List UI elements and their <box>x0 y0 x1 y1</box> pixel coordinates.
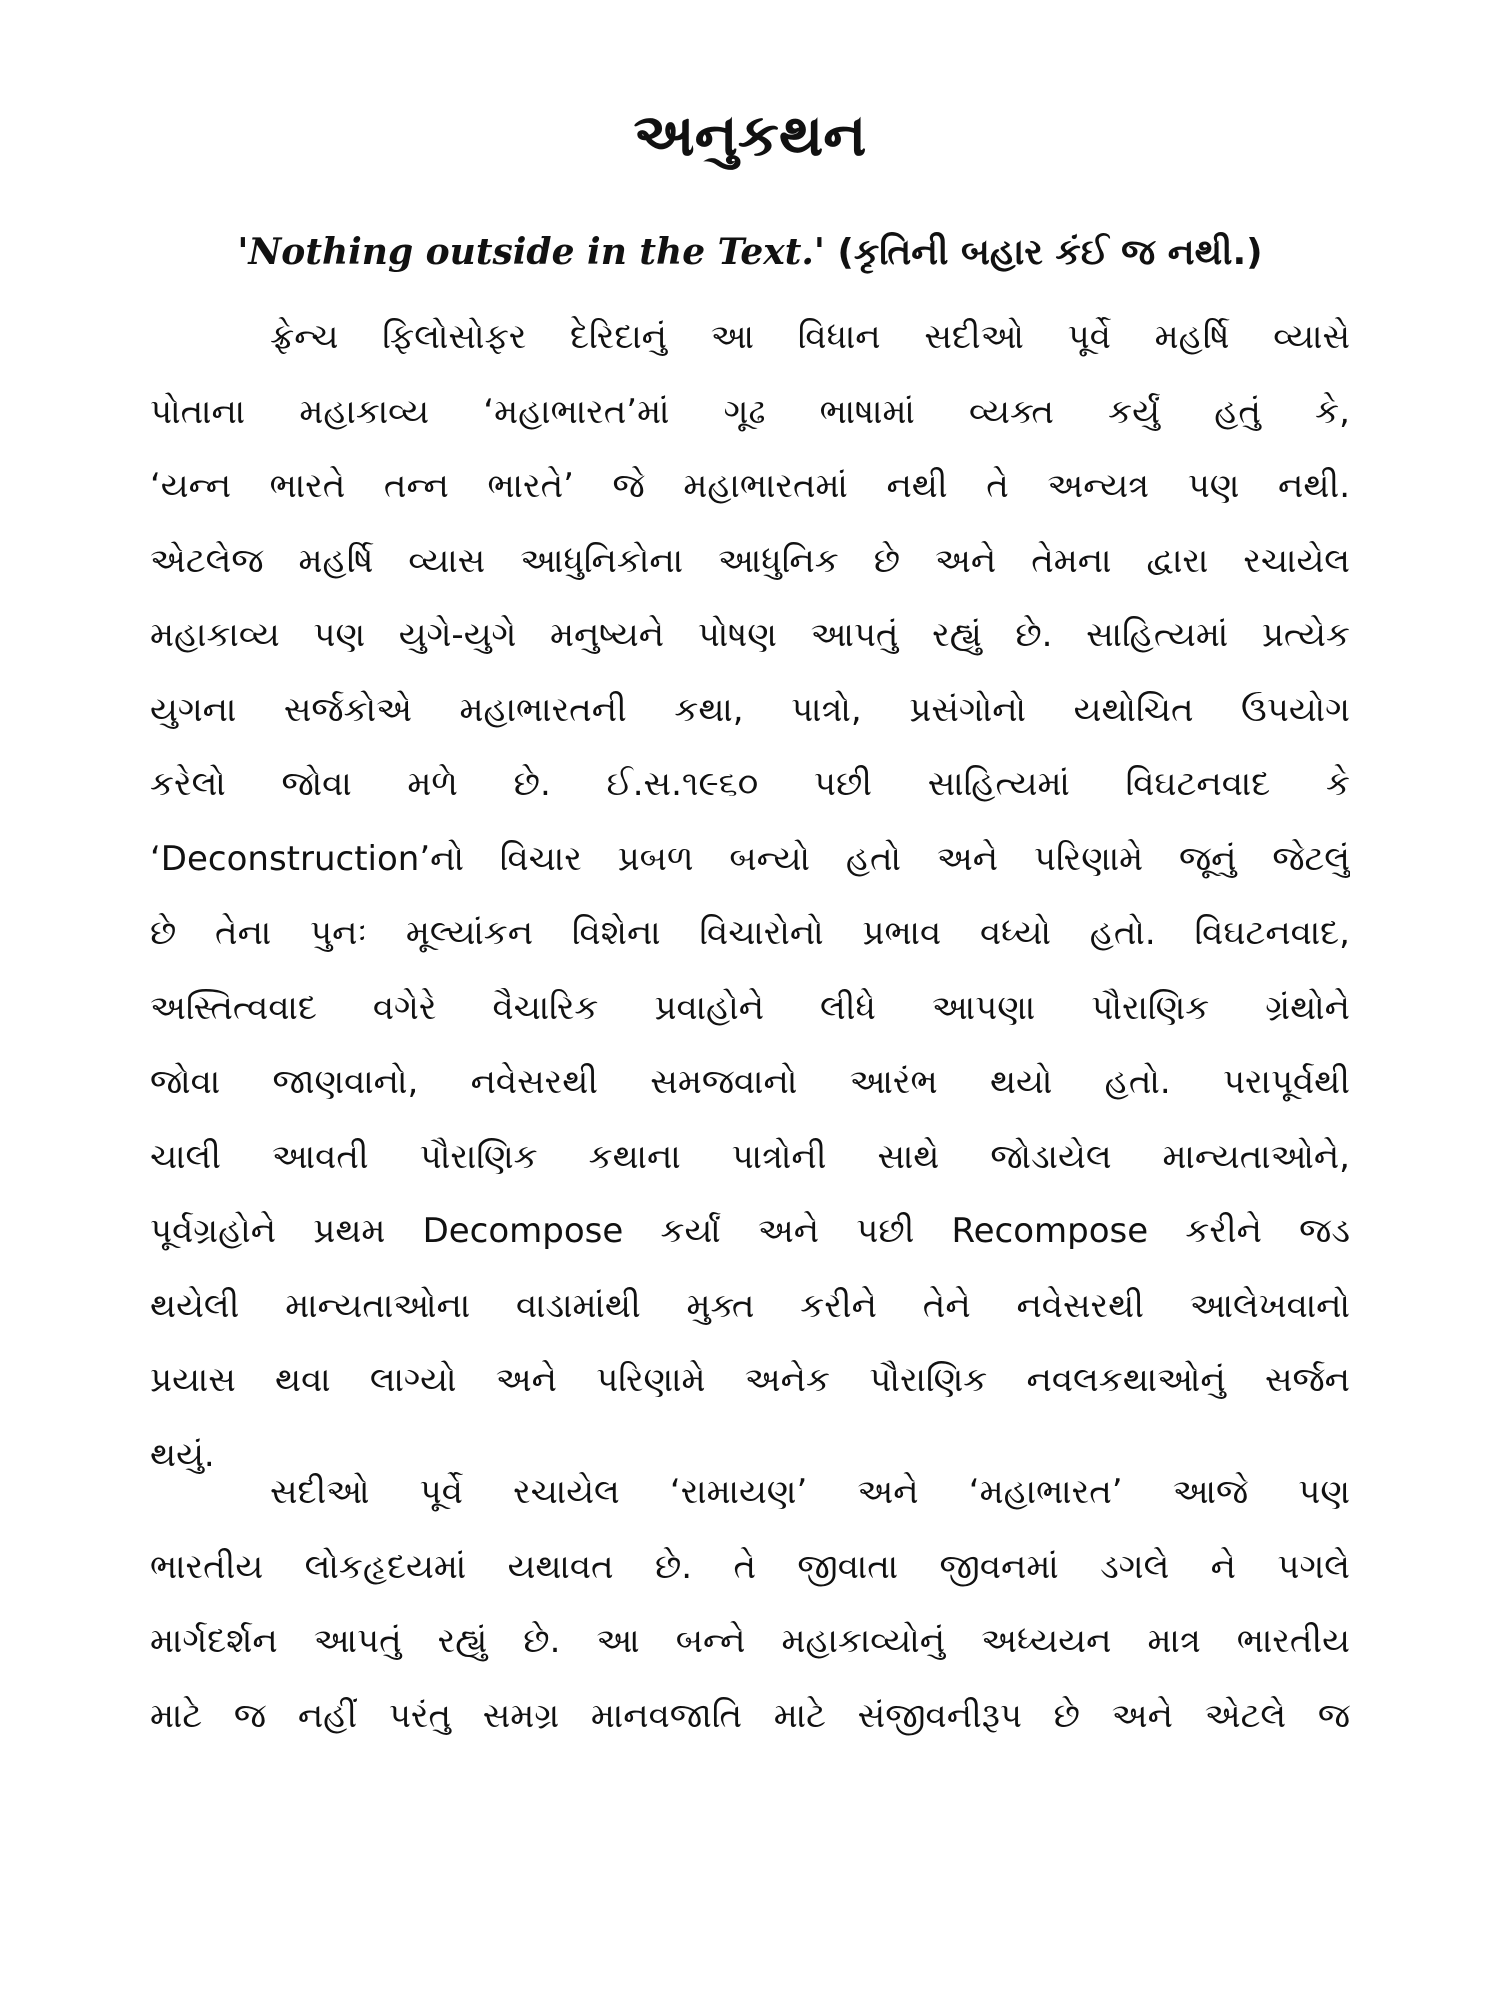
epigraph-gujarati: (કૃતિની બહાર કંઈ જ નથી.) <box>837 232 1263 273</box>
paragraph-line: પૂર્વગ્રહોને પ્રથમ Decompose કર્યાં અને પછી Recompose કરીને જડ <box>150 1211 1350 1251</box>
paragraph-line: છે તેના પુનઃ મૂલ્યાંકન વિશેના વિચારોનો પ્રભાવ વધ્યો હતો. વિઘટનવાદ, <box>150 913 1350 953</box>
paragraph-line: માર્ગદર્શન આપતું રહ્યું છે. આ બન્ને મહાકાવ્યોનું અધ્યયન માત્ર ભારતીય <box>150 1621 1350 1661</box>
paragraph-line: જોવા જાણવાનો, નવેસરથી સમજવાનો આરંભ થયો હતો. પરાપૂર્વથી <box>150 1062 1350 1102</box>
epigraph <box>150 222 1350 283</box>
paragraph-line: એટલેજ મહર્ષિ વ્યાસ આધુનિકોના આધુનિક છે અને તેમના દ્વારા રચાયેલ <box>150 540 1350 581</box>
paragraph-line: ચાલી આવતી પૌરાણિક કથાના પાત્રોની સાથે જોડાયેલ માન્યતાઓને, <box>150 1136 1350 1177</box>
paragraph-line: સદીઓ પૂર્વે રચાયેલ ‘રામાયણ’ અને ‘મહાભારત’ આજે પણ <box>270 1472 1350 1512</box>
paragraph-line: યુગના સર્જકોએ મહાભારતની કથા, પાત્રો, પ્રસંગોનો યથોચિત ઉપયોગ <box>150 689 1350 730</box>
paragraph-2 <box>150 1455 1350 1753</box>
paragraph-line: પ્રયાસ થવા લાગ્યો અને પરિણામે અનેક પૌરાણિક નવલકથાઓનું સર્જન <box>150 1360 1350 1400</box>
paragraph-line: ફ્રેન્ચ ફિલોસોફર દેરિદાનું આ વિધાન સદીઓ પૂર્વે મહર્ષિ વ્યાસે <box>270 317 1350 357</box>
paragraph-line: અસ્તિત્વવાદ વગેરે વૈચારિક પ્રવાહોને લીધે આપણા પૌરાણિક ગ્રંથોને <box>150 987 1350 1028</box>
paragraph-line: મહાકાવ્ય પણ યુગે-યુગે મનુષ્યને પોષણ આપતું રહ્યું છે. સાહિત્યમાં પ્રત્યેક <box>150 615 1350 655</box>
paragraph-line: માટે જ નહીં પરંતુ સમગ્ર માનવજાતિ માટે સંજીવનીરૂપ છે અને એટલે જ <box>150 1695 1350 1736</box>
paragraph-line: થયું. <box>150 1434 215 1475</box>
page-title: અનુકથન <box>633 101 867 169</box>
paragraph-line: ભારતીય લોકહૃદયમાં યથાવત છે. તે જીવાતા જીવનમાં ડગલે ને પગલે <box>150 1546 1350 1587</box>
paragraph-line: ‘Deconstruction’નો વિચાર પ્રબળ બન્યો હતો અને પરિણામે જૂનું જેટલું <box>150 838 1350 879</box>
paragraph-line: થયેલી માન્યતાઓના વાડામાંથી મુક્ત કરીને તેને નવેસરથી આલેખવાનો <box>150 1285 1350 1326</box>
paragraph-line: ‘યન્ન ભારતે તન્ન ભારતે’ જે મહાભારતમાં નથી તે અન્યત્ર પણ નથી. <box>150 466 1350 506</box>
paragraph-line: પોતાના મહાકાવ્ય ‘મહાભારત’માં ગૂઢ ભાષામાં વ્યક્ત કર્યું હતું કે, <box>150 391 1350 432</box>
paragraph-1 <box>150 300 1350 1492</box>
paragraph-line: કરેલો જોવા મળે છે. ઈ.સ.૧૯૬૦ પછી સાહિત્યમાં વિઘટનવાદ કે <box>150 764 1350 804</box>
epigraph-english: 'Nothing outside in the Text.' <box>237 231 825 273</box>
